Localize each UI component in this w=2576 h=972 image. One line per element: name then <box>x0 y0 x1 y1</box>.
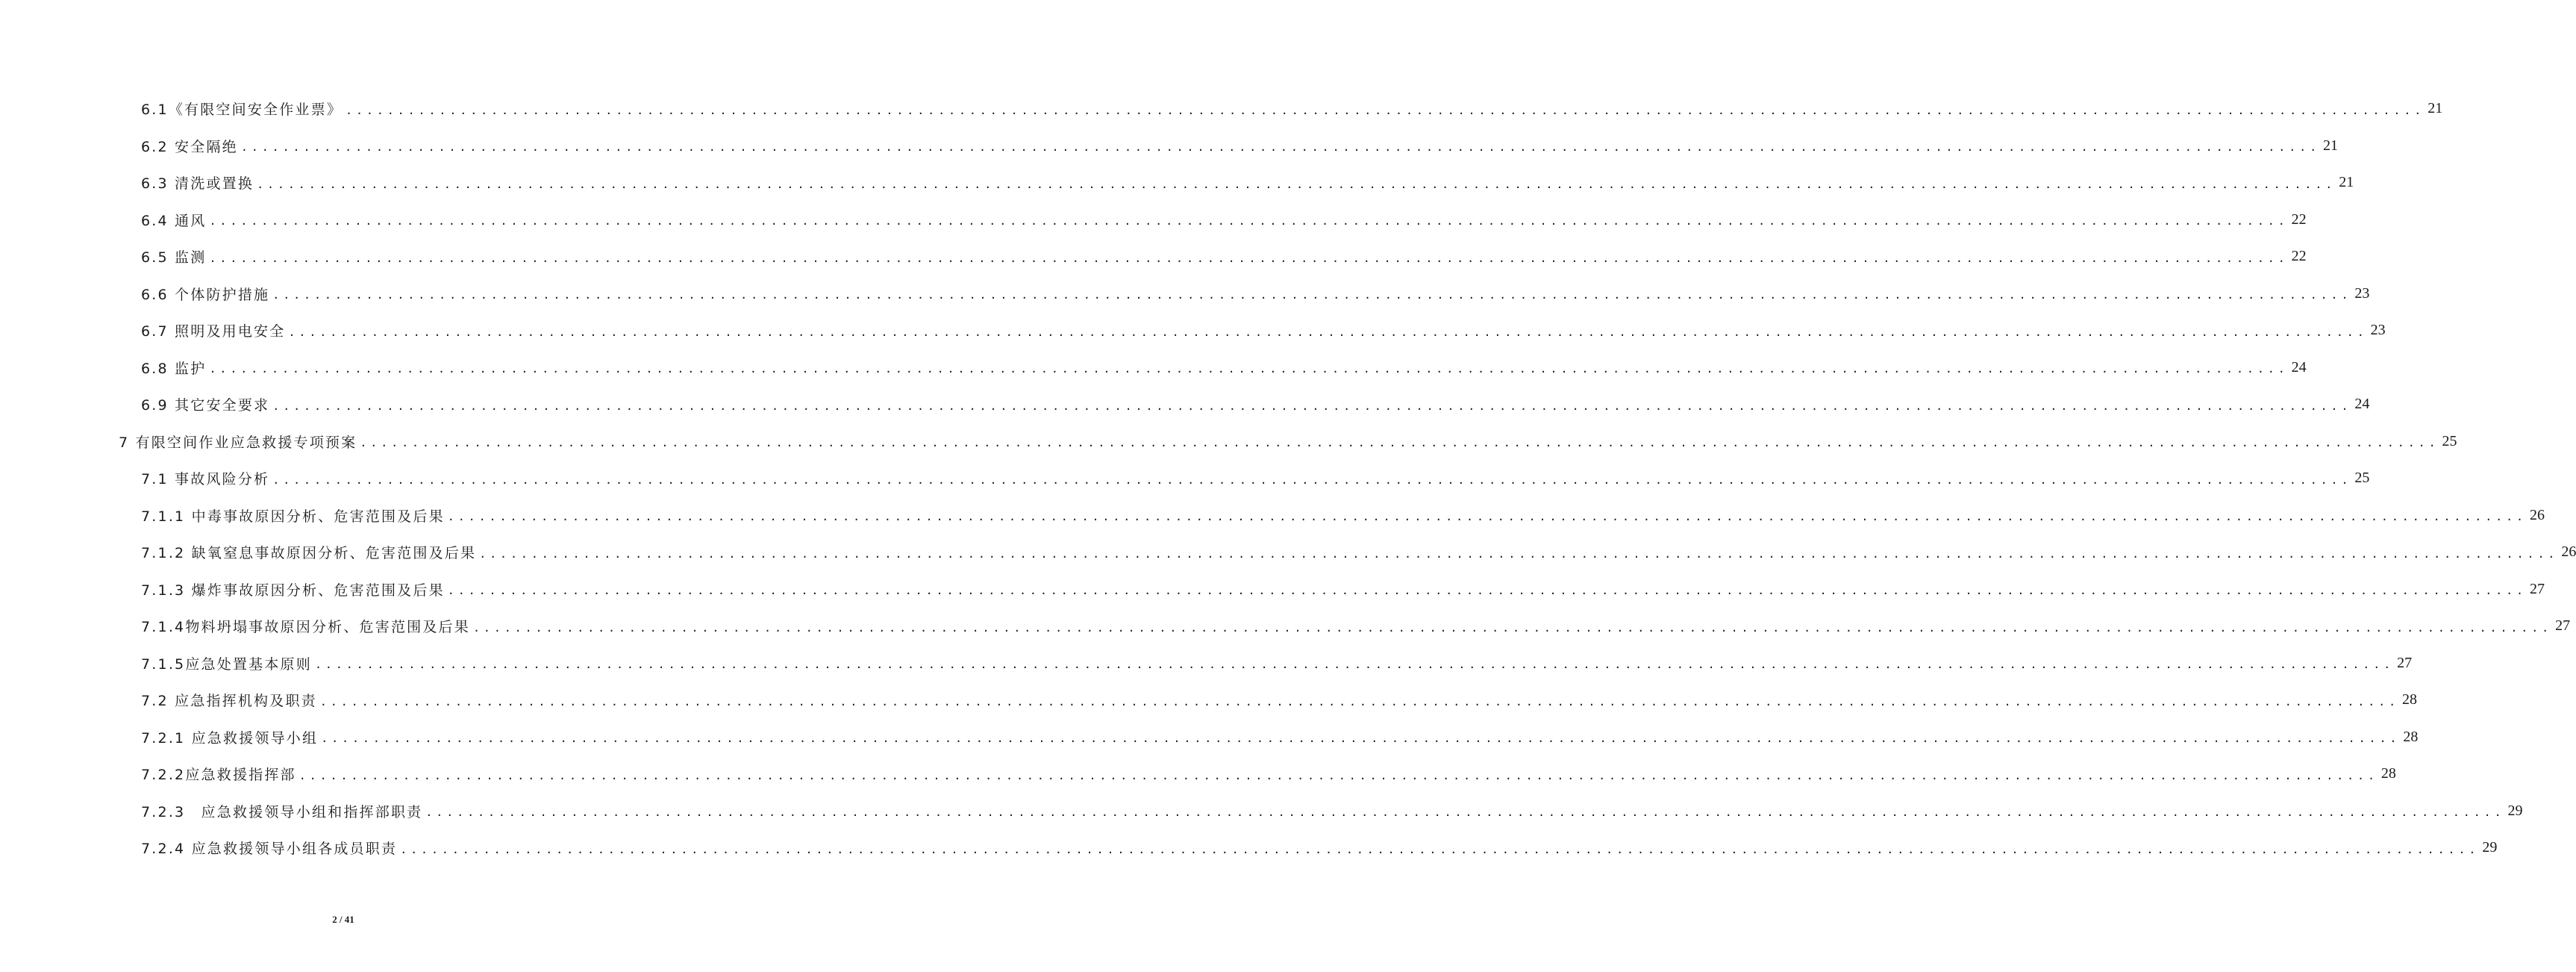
toc-entry-page-number: 22 <box>2291 248 2307 265</box>
toc-entry-title: 7.1 事故风险分析 <box>141 471 270 488</box>
toc-entry[interactable] <box>141 386 2370 423</box>
toc-dot-leader: ........................................................................................................................................................................................................ <box>447 510 2527 524</box>
toc-dot-leader: ........................................................................................................................................................................................................ <box>400 842 2480 856</box>
toc-entry-page-number: 23 <box>2354 284 2370 302</box>
toc-entry-title: 6.8 监护 <box>141 360 207 377</box>
toc-entry[interactable] <box>141 534 2576 571</box>
toc-entry-page-number: 29 <box>2482 839 2498 856</box>
toc-entry-title: 7.2.1 应急救援领导小组 <box>141 729 319 747</box>
toc-dot-leader: ........................................................................................................................................................................................................ <box>472 620 2553 635</box>
toc-entry[interactable] <box>141 238 2307 275</box>
toc-entry[interactable] <box>141 312 2386 349</box>
toc-entry[interactable] <box>141 497 2545 535</box>
toc-entry-title: 6.2 安全隔绝 <box>141 138 238 155</box>
toc-entry-title: 7.2 应急指挥机构及职责 <box>141 693 317 710</box>
toc-entry-title: 7.2.2应急救援指挥部 <box>141 767 296 784</box>
toc-entry[interactable] <box>141 682 2418 719</box>
toc-dot-leader: ........................................................................................................................................................................................................ <box>447 584 2527 598</box>
toc-entry-title: 6.1《有限空间安全作业票》 <box>141 102 343 119</box>
toc-entry-page-number: 21 <box>2427 100 2443 117</box>
toc-entry-title: 6.6 个体防护措施 <box>141 286 270 303</box>
toc-entry-page-number: 27 <box>2397 654 2413 671</box>
toc-entry-page-number: 25 <box>2442 432 2457 449</box>
toc-entry-title: 7.2.3 应急救援领导小组和指挥部职责 <box>141 803 423 820</box>
toc-dot-leader: ........................................................................................................................................................................................................ <box>257 177 2336 191</box>
toc-dot-leader: ........................................................................................................................................................................................................ <box>272 288 2352 302</box>
toc-entry[interactable] <box>141 608 2571 645</box>
toc-dot-leader: ........................................................................................................................................................................................................ <box>319 694 2400 708</box>
page-number-footer: 2 / 41 <box>332 914 354 925</box>
toc-entry[interactable] <box>141 756 2396 793</box>
toc-entry-page-number: 24 <box>2291 358 2307 376</box>
toc-dot-leader: ........................................................................................................................................................................................................ <box>209 362 2289 376</box>
toc-entry-page-number: 25 <box>2354 470 2370 487</box>
toc-entry-page-number: 27 <box>2529 580 2545 597</box>
toc-entry-title: 6.7 照明及用电安全 <box>141 323 286 340</box>
toc-dot-leader: ........................................................................................................................................................................................................ <box>209 251 2289 265</box>
toc-entry-page-number: 28 <box>2402 691 2418 708</box>
toc-entry[interactable] <box>141 128 2339 165</box>
toc-entry-title: 6.9 其它安全要求 <box>141 397 270 414</box>
toc-entry-page-number: 21 <box>2323 137 2339 154</box>
toc-entry-page-number: 29 <box>2507 802 2523 819</box>
toc-dot-leader: ........................................................................................................................................................................................................ <box>360 436 2439 450</box>
toc-entry[interactable] <box>141 829 2498 867</box>
toc-entry-page-number: 26 <box>2561 543 2576 561</box>
toc-dot-leader: ........................................................................................................................................................................................................ <box>209 214 2289 228</box>
toc-entry-title: 7.1.5应急处置基本原则 <box>141 655 312 673</box>
toc-dot-leader: ........................................................................................................................................................................................................ <box>240 140 2321 155</box>
toc-entry-title: 7 有限空间作业应急救援专项预案 <box>119 434 357 451</box>
toc-entry[interactable] <box>141 793 2523 830</box>
toc-entry-page-number: 23 <box>2370 322 2386 339</box>
toc-entry[interactable] <box>141 571 2545 608</box>
toc-entry[interactable] <box>141 460 2370 497</box>
toc-entry-title: 7.1.2 缺氧窒息事故原因分析、危害范围及后果 <box>141 545 477 562</box>
toc-entry-title: 7.1.4物料坍塌事故原因分析、危害范围及后果 <box>141 619 470 636</box>
toc-entry-title: 6.5 监测 <box>141 249 207 267</box>
toc-entry-page-number: 22 <box>2291 211 2307 228</box>
toc-entry-page-number: 24 <box>2354 396 2370 413</box>
toc-entry-title: 6.3 清洗或置换 <box>141 175 254 193</box>
toc-dot-leader: ........................................................................................................................................................................................................ <box>288 325 2368 339</box>
toc-dot-leader: ........................................................................................................................................................................................................ <box>272 399 2352 413</box>
toc-dot-leader: ........................................................................................................................................................................................................ <box>272 473 2352 487</box>
toc-dot-leader: ........................................................................................................................................................................................................ <box>298 768 2378 782</box>
toc-entry-page-number: 27 <box>2555 617 2571 635</box>
toc-dot-leader: ........................................................................................................................................................................................................ <box>425 806 2505 820</box>
toc-dot-leader: ........................................................................................................................................................................................................ <box>479 546 2559 561</box>
toc-entry-page-number: 28 <box>2380 765 2396 782</box>
toc-entry-page-number: 28 <box>2403 728 2419 745</box>
toc-entry-title: 6.4 通风 <box>141 212 207 229</box>
toc-entry-title: 7.1.1 中毒事故原因分析、危害范围及后果 <box>141 508 445 525</box>
toc-entry[interactable] <box>141 719 2419 756</box>
toc-entry[interactable] <box>119 423 2457 461</box>
toc-dot-leader: ........................................................................................................................................................................................................ <box>314 658 2395 672</box>
toc-entry-page-number: 26 <box>2529 506 2545 523</box>
toc-entry-title: 7.1.3 爆炸事故原因分析、危害范围及后果 <box>141 582 445 599</box>
toc-entry-title: 7.2.4 应急救援领导小组各成员职责 <box>141 841 398 858</box>
toc-entry[interactable] <box>141 90 2443 128</box>
toc-dot-leader: ........................................................................................................................................................................................................ <box>346 103 2425 117</box>
toc-entry[interactable] <box>141 275 2370 313</box>
toc-entry[interactable] <box>141 202 2307 239</box>
toc-entry[interactable] <box>141 349 2307 387</box>
toc-entry[interactable] <box>141 645 2413 682</box>
toc-entry-page-number: 21 <box>2339 174 2354 191</box>
toc-entry[interactable] <box>141 164 2354 202</box>
toc-dot-leader: ........................................................................................................................................................................................................ <box>321 732 2401 746</box>
